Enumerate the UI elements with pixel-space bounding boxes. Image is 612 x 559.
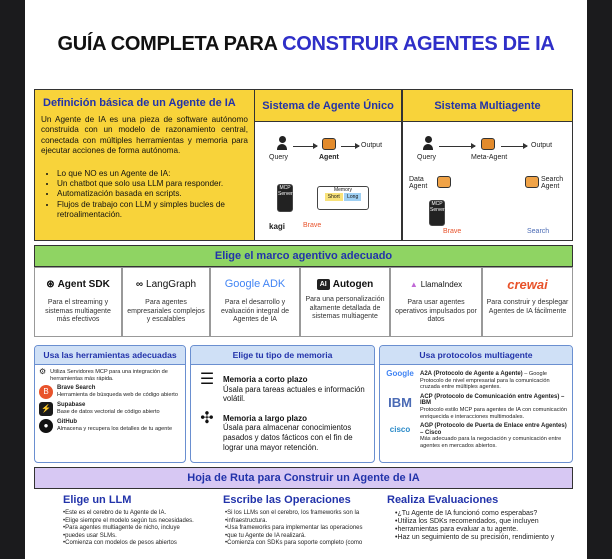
user-icon bbox=[423, 136, 433, 150]
protocol-item: Google A2A (Protocolo de Agente a Agente) – Google Protocolo de nivel empresarial para la comunicación cruzada entre múltiples agentes. bbox=[386, 369, 550, 391]
network-icon: ✣ bbox=[200, 409, 214, 427]
guide-page bbox=[25, 0, 587, 559]
arrow-icon bbox=[341, 146, 359, 147]
framework-card[interactable]: Google ADK Para el desarrollo y evaluación integral de Agentes de IA bbox=[210, 267, 300, 337]
framework-card[interactable]: ∞ LangGraph Para agentes empresariales complejos y escalables bbox=[122, 267, 210, 337]
framework-card[interactable]: ⊛ Agent SDK Para el streaming y sistemas multiagente más efectivos bbox=[34, 267, 122, 337]
framework-heading: Elige el marco agentivo adecuado bbox=[214, 250, 393, 262]
memory-heading: Elige tu tipo de memoria bbox=[232, 350, 333, 360]
query-label: Query bbox=[417, 154, 437, 161]
github-icon: ● bbox=[39, 419, 53, 433]
data-agent-icon bbox=[437, 176, 451, 188]
tools-heading: Usa las herramientas adecuadas bbox=[43, 350, 177, 360]
roadmap-heading: Hoja de Ruta para Construir un Agente de IA bbox=[187, 472, 420, 484]
protocols-panel bbox=[379, 345, 573, 463]
stack-icon: ☰ bbox=[199, 371, 215, 388]
multi-agent-panel bbox=[402, 89, 573, 241]
single-agent-panel bbox=[254, 89, 402, 241]
roadmap-band bbox=[34, 467, 573, 489]
cisco-logo: cisco bbox=[389, 425, 411, 435]
agent-label: Agent bbox=[319, 154, 339, 161]
query-label: Query bbox=[269, 154, 289, 161]
not-agent-list bbox=[57, 169, 250, 221]
brave-logo: Brave bbox=[443, 228, 462, 235]
definition-heading: Definición básica de un Agente de IA bbox=[43, 97, 236, 109]
output-label: Output bbox=[531, 142, 553, 149]
definition-box bbox=[34, 89, 255, 241]
roadmap-step: Realiza Evaluaciones • ¿Tu Agente de IA funcionó como esperabas? • Utiliza los SDKs recomendados, que incluyen • herramientas para evaluar a tu agente. • Haz un seguimiento de su precisión, rendimiento y bbox=[387, 494, 577, 559]
ibm-logo: IBM bbox=[388, 394, 412, 410]
search-agent-label: Search Agent bbox=[541, 176, 564, 190]
not-agent-heading: • Lo que NO es un Agente de IA: bbox=[57, 169, 250, 179]
mcp-server-icon: MCP Server bbox=[429, 200, 445, 226]
kagi-logo: kagi bbox=[269, 222, 286, 231]
llama-icon: ▲ bbox=[409, 279, 418, 289]
openai-icon: ⊛ bbox=[46, 278, 55, 290]
roadmap-step: Elige un LLM • Este es el cerebro de tu Agente de IA. • Elige siempre el modelo según tus necesidades. • Para agentes multiagente de nicho, incluye • puedes usar SLMs. • Comienza con modelos de pesos abiertos bbox=[55, 494, 215, 559]
google-logo: Google bbox=[386, 369, 414, 378]
arrow-icon bbox=[439, 146, 475, 147]
single-agent-heading: Sistema de Agente Único bbox=[262, 99, 394, 112]
memory-panel bbox=[190, 345, 375, 463]
tool-item[interactable]: ⚡ Supabase Base de datos vectorial de código abierto bbox=[39, 402, 181, 416]
framework-card[interactable]: crewai Para construir y desplegar Agentes de IA fácilmente bbox=[482, 267, 573, 337]
framework-card[interactable]: ▲ LlamaIndex Para usar agentes operativos impulsados por datos bbox=[390, 267, 482, 337]
memory-item: ✣ Memoria a largo plazo Úsala para almacenar conocimientos pasados y datos fácticos con el fin de lograr una mayor retención. bbox=[197, 414, 366, 452]
protocol-item: cisco AGP (Protocolo de Puerta de Enlace entre Agentes) – Cisco Más adecuado para la negociación y comunicación entre agentes en mercados abiertos. bbox=[385, 423, 567, 449]
list-item: • Automatización basada en scripts. bbox=[57, 189, 250, 199]
gear-icon: ⚙ bbox=[39, 367, 47, 376]
search-agent-icon bbox=[525, 176, 539, 188]
protocols-heading: Usa protocolos multiagente bbox=[419, 350, 533, 360]
search-logo: Search bbox=[527, 228, 550, 235]
list-item: • Un chatbot que solo usa LLM para responder. bbox=[57, 179, 250, 189]
data-agent-label: Data Agent bbox=[409, 176, 428, 190]
autogen-icon: AI bbox=[317, 279, 330, 290]
supabase-icon: ⚡ bbox=[39, 402, 53, 416]
multi-agent-heading: Sistema Multiagente bbox=[434, 99, 541, 112]
arrow-icon bbox=[293, 146, 317, 147]
robot-icon bbox=[322, 138, 336, 150]
crewai-icon: crewai bbox=[507, 276, 548, 292]
output-label: Output bbox=[361, 142, 383, 149]
brave-logo: Brave bbox=[303, 222, 322, 229]
roadmap-step: Escribe las Operaciones • Si los LLMs son el cerebro, los frameworks son la • infraestructura. • Usa frameworks para implementar las operaciones • que tu Agente de IA realizará. • Comienza con SDKs para soporte completo (como bbox=[217, 494, 387, 559]
tools-panel: Usa las herramientas adecuadas ⚙ Utiliza Servidores MCP para una integración de herramientas más rápida. B Brave Search Herramienta de búsqueda web de código abierto ⚡ Supabase Base de datos vectorial de código abierto ● GitHub Almacena y recupera los detalles de tu agente bbox=[34, 345, 186, 463]
brave-icon: B bbox=[39, 385, 53, 399]
google-icon: Google ADK bbox=[224, 278, 286, 290]
framework-band bbox=[34, 245, 573, 267]
robot-icon bbox=[481, 138, 495, 150]
arrow-icon bbox=[501, 146, 527, 147]
framework-card[interactable]: AI Autogen Para una personalización altamente detallada de sistemas multiagente bbox=[300, 267, 390, 337]
tool-item[interactable]: ● GitHub Almacena y recupera los detalles de tu agente bbox=[39, 419, 181, 433]
memory-box: Memory Short Long bbox=[317, 186, 369, 210]
memory-item: ☰ Memoria a corto plazo Úsala para tareas actuales e información volátil. bbox=[197, 375, 366, 404]
meta-agent-label: Meta-Agent bbox=[471, 154, 508, 161]
list-item: • Flujos de trabajo con LLM y simples bucles de retroalimentación. bbox=[57, 200, 250, 221]
tool-item[interactable]: B Brave Search Herramienta de búsqueda web de código abierto bbox=[39, 385, 181, 399]
protocol-item: IBM ACP (Protocolo de Comunicación entre Agentes) – IBM Protocolo estilo MCP para agentes de IA con comunicación enriquecida e interacciones multimodales. bbox=[385, 394, 567, 420]
langgraph-icon: ∞ bbox=[135, 278, 144, 290]
page-title: GUÍA COMPLETA PARA CONSTRUIR AGENTES DE IA bbox=[57, 33, 555, 55]
definition-body: Un Agente de IA es una pieza de software autónomo construida con un modelo de razonamiento central, conectada con múltiples herramientas y memoria para ejecutar acciones de forma autónoma. bbox=[41, 115, 248, 156]
mcp-server-icon: MCP Server bbox=[277, 184, 293, 212]
user-icon bbox=[277, 136, 287, 150]
